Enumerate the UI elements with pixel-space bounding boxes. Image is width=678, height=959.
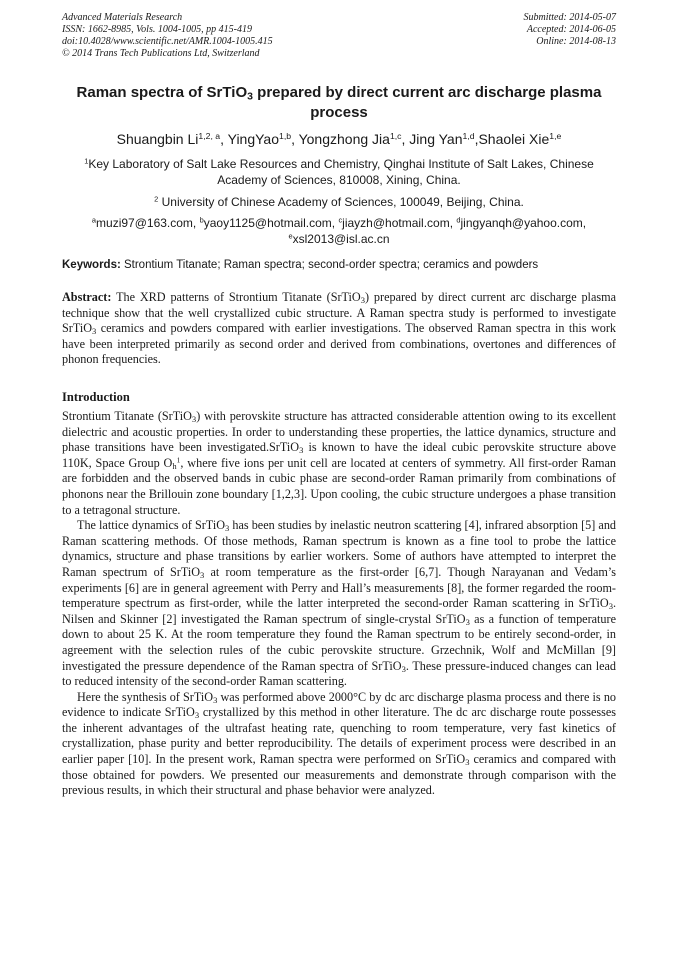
author-list: [62, 130, 616, 148]
email: $^a$muzi97@163.com,: [91, 215, 200, 230]
email: $^e$xsl2013@isl.ac.cn: [288, 231, 390, 246]
paragraph: Here the synthesis of SrTiO$_3$ was performed above 2000°C by dc arc discharge plasma process and there is no evidence to indicate SrTiO$_3$ crystallized by this method in other literature. The dc arc discharge route possesses the inherent advantages of the ultrafast heating rate, quenching to room temperature, very fast kinetics of crystallization, phase purity and better reproducibility. The details of experiment process were described in an earlier paper [10]. In the present work, Raman spectra were performed on SrTiO$_3$ ceramics and compared with those obtained for powders. We presented our measurements and demonstrate through comparison with the previous results, in which their structural and phase behavior were analyzed.: [62, 689, 617, 798]
affiliation-1: $^1$Key Laboratory of Salt Lake Resources and Chemistry, Qinghai Institute of Salt Lakes, Chinese Academy of Sciences, 810008, Xining, China.: [84, 156, 594, 187]
paragraph: Strontium Titanate (SrTiO$_3$) with perovskite structure has attracted considerable attention owing to its excellent dielectric and acoustic properties. In order to understanding these properties, the lattice dynamics, structure and phase transitions have been investigated.SrTiO$_3$ is known to have the ideal cubic perovskite structure above 110K, Space Group $O_h^1$, where five ions per unit cell are located at centers of symmetry. All first-order Raman are forbidden and the observed bands in cubic phase are second-order Raman primarily from combinations of phonons near the Brillouin zone boundary [1,2,3]. Upon cooling, the cubic structure undergoes a phase transition to a tetragonal structure.: [62, 409, 616, 517]
submitted-date: Submitted: 2014-05-07: [523, 12, 616, 23]
abstract-label: Abstract:: [62, 290, 112, 304]
paper-title: Raman spectra of SrTiO$_3$ prepared by direct current arc discharge plasma process: [76, 84, 602, 121]
introduction-body: [62, 409, 616, 799]
paragraph: The lattice dynamics of SrTiO$_3$ has been studies by inelastic neutron scattering [4], infrared absorption [5] and Raman scattering methods. Of those methods, Raman spectrum is known as a fine tool to probe the lattice dynamics, structure and phase transitions by earlier workers. Some of authors have attempted to interpret the Raman spectrum of SrTiO$_3$ at room temperature as the first-order [6,7]. Though Narayanan and Vedam’s experiments [6] are in general agreement with Perry and Hall’s measurements [8], the former regarded the room-temperature spectrum as first-order, while the latter interpreted the second-order Raman scattering in SrTiO$_3$. Nilsen and Skinner [2] investigated the Raman spectrum of single-crystal SrTiO$_3$ as a function of temperature down to about 25 K. At the room temperature they found the Raman spectrum to be entirely second-order, in agreement with the selection rules of the cubic perovskite structure. Grzechnik, Wolf and McMillan [9] investigated the pressure dependence of the Raman spectra of SrTiO$_3$. These pressure-induced changes can lead to reduced intensity of the second-order Raman scattering.: [62, 518, 617, 689]
author: YingYao$^{1,b}$,: [227, 130, 299, 147]
author: Jing Yan$^{1,d}$,: [409, 130, 479, 147]
author: Yongzhong Jia$^{1,c}$,: [298, 130, 410, 147]
journal-name: Advanced Materials Research: [62, 12, 183, 23]
online-date: Online: 2014-08-13: [536, 36, 616, 47]
author-emails: [62, 215, 616, 247]
doi-line: doi:10.4028/www.scientific.net/AMR.1004-1005.415: [62, 36, 273, 47]
keywords: Keywords: Strontium Titanate; Raman spectra; second-order spectra; ceramics and powders: [62, 259, 539, 271]
abstract: Abstract: The XRD patterns of Strontium Titanate (SrTiO$_3$) prepared by direct current arc discharge plasma technique show that the well crystallized cubic structure. A Raman spectra study is performed to investigate SrTiO$_3$ ceramics and powders compared with earlier investigations. The observed Raman spectra in this work have been interpreted primarily as second order and derived from combinations, overtones and differences of phonon frequencies.: [62, 290, 616, 367]
copyright-line: © 2014 Trans Tech Publications Ltd, Switzerland: [62, 48, 260, 59]
email: $^c$jiayzh@hotmail.com,: [338, 215, 457, 230]
author: Shaolei Xie$^{1,e}$: [478, 130, 562, 147]
email: $^b$yaoy1125@hotmail.com,: [199, 215, 339, 230]
accepted-date: Accepted: 2014-06-05: [526, 24, 616, 35]
journal-header-right: [524, 12, 617, 48]
journal-header-left: [62, 12, 273, 60]
section-heading-introduction: Introduction: [62, 390, 130, 404]
author: Shuangbin Li$^{1,2, a}$,: [116, 130, 228, 147]
email: $^d$jingyanqh@yahoo.com,: [456, 215, 587, 230]
issn-line: ISSN: 1662-8985, Vols. 1004-1005, pp 415-419: [62, 24, 252, 35]
affiliation-2: $^2$ University of Chinese Academy of Sciences, 100049, Beijing, China.: [154, 194, 524, 209]
